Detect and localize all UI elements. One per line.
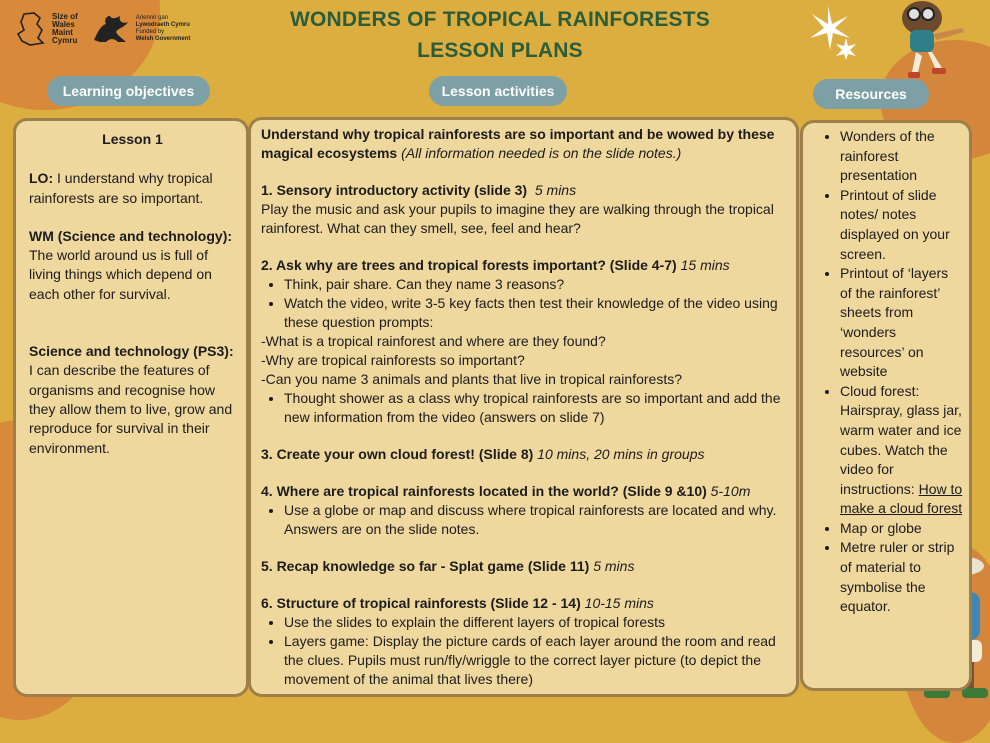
step-6-bullets bbox=[261, 613, 786, 689]
welsh-dragon-icon bbox=[90, 12, 130, 46]
question-prompt: -Why are tropical rainforests so important? bbox=[261, 352, 525, 368]
lo-text: LO: I understand why tropical rainforests are so important. bbox=[29, 170, 213, 206]
kid-with-binoculars-illustration bbox=[892, 0, 980, 82]
list-item: • Layers game: Display the picture cards of each layer around the room and read the clues. Pupils must run/fly/wriggle to the correct layer picture (to depict the movement of the animal that lives there) bbox=[284, 632, 786, 689]
list-item: • Thought shower as a class why tropical rainforests are so important and add the new information from the video (answers on slide 7) bbox=[284, 389, 786, 427]
wm-label: WM (Science and technology): bbox=[29, 227, 233, 244]
wm-text: The world around us is full of living things which depend on each other for survival. bbox=[29, 247, 212, 302]
step-4-heading: 4. Where are tropical rainforests located in the world? (Slide 9 &10) 5-10m bbox=[261, 483, 751, 499]
list-item: • Use the slides to explain the different layers of tropical forests bbox=[284, 613, 786, 632]
question-prompt: -What is a tropical rainforest and where are they found? bbox=[261, 333, 606, 349]
lesson-heading: Lesson 1 bbox=[102, 131, 163, 147]
step-1-text: Play the music and ask your pupils to imagine they are walking through the tropical rainforest. What can they smell, see, feel and hear? bbox=[261, 201, 774, 236]
activities-intro: Understand why tropical rainforests are so important and be wowed by these magical ecosystems (All information needed is on the slide notes.) bbox=[261, 126, 775, 161]
question-prompt: -Can you name 3 animals and plants that live in tropical rainforests? bbox=[261, 371, 682, 387]
step-2-heading: 2. Ask why are trees and tropical forests important? (Slide 4-7) 15 mins bbox=[261, 257, 730, 273]
list-item: • Wonders of the rainforest presentation bbox=[840, 127, 963, 186]
step-2-bullets-after bbox=[261, 389, 786, 427]
list-item: • Watch the video, write 3-5 key facts then test their knowledge of the video using these question prompts: bbox=[284, 294, 786, 332]
flower-icon bbox=[806, 2, 862, 62]
size-of-wales-logo-text: Size of Wales Maint Cymru bbox=[52, 12, 78, 45]
list-item: • Printout of ‘layers of the rainforest’ sheets from ‘wonders resources’ on website bbox=[840, 264, 963, 382]
list-item: • Use a globe or map and discuss where tropical rainforests are located and why. Answers are on the slide notes. bbox=[284, 501, 786, 539]
list-item: • Printout of slide notes/ notes displayed on your screen. bbox=[840, 186, 963, 264]
wales-map-icon bbox=[16, 12, 46, 46]
step-3-heading: 3. Create your own cloud forest! (Slide 8) 10 mins, 20 mins in groups bbox=[261, 446, 705, 462]
resources-list bbox=[817, 127, 963, 617]
st-text: I can describe the features of organisms and recognise how they allow them to live, grow and reproduce for survival in their environment. bbox=[29, 362, 233, 456]
step-2-bullets bbox=[261, 275, 786, 332]
list-item: • Map or globe bbox=[840, 519, 963, 539]
logos bbox=[16, 12, 190, 46]
step-4-bullets bbox=[261, 501, 786, 539]
learning-objectives-panel bbox=[13, 118, 249, 697]
pill-learning-objectives: Learning objectives bbox=[47, 76, 210, 106]
st-label: Science and technology (PS3): bbox=[29, 343, 234, 360]
list-item: • Think, pair share. Can they name 3 reasons? bbox=[284, 275, 786, 294]
list-item: • Metre ruler or strip of material to symbolise the equator. bbox=[840, 538, 963, 616]
pill-resources: Resources bbox=[813, 79, 929, 109]
welsh-government-logo-text: Ariennir gan Lywodraeth Cymru Funded by Welsh Government bbox=[135, 15, 191, 42]
pill-lesson-activities: Lesson activities bbox=[429, 76, 567, 106]
step-6-heading: 6. Structure of tropical rainforests (Slide 12 - 14) 10-15 mins bbox=[261, 595, 654, 611]
page-title: WONDERS OF TROPICAL RAINFORESTS LESSON PLANS bbox=[290, 8, 710, 62]
step-1-heading: 1. Sensory introductory activity (slide 3) 5 mins bbox=[261, 182, 577, 198]
lesson-activities-panel bbox=[248, 117, 799, 697]
resources-panel bbox=[800, 120, 972, 691]
step-5-heading: 5. Recap knowledge so far - Splat game (Slide 11) 5 mins bbox=[261, 558, 635, 574]
list-item: • Cloud forest: Hairspray, glass jar, warm water and ice cubes. Watch the video for instructions: How to make a cloud forest bbox=[840, 382, 963, 519]
cloud-forest-video-link[interactable]: How to make a cloud forest bbox=[840, 480, 963, 517]
